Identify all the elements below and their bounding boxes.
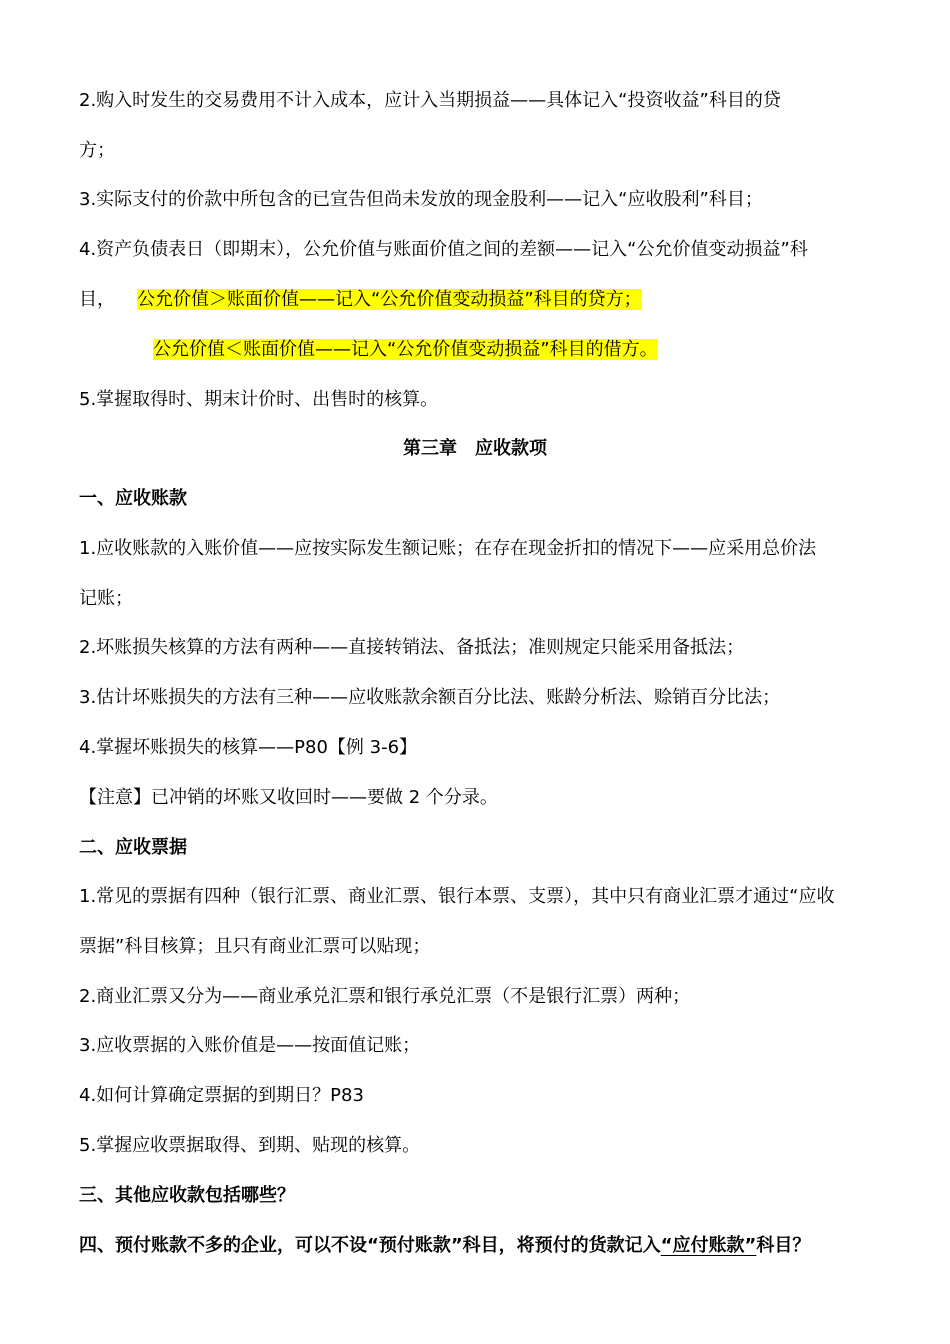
paragraph-line: 3.实际支付的价款中所包含的已宣告但尚未发放的现金股利——记入“应收股利”科目； — [79, 189, 763, 210]
paragraph-line: 3.应收票据的入账价值是——按面值记账； — [79, 1035, 421, 1056]
chapter-title: 第三章 应收款项 — [403, 438, 547, 459]
paragraph-line: 4.资产负债表日（即期末），公允价值与账面价值之间的差额——记入“公允价值变动损益”科 — [79, 239, 808, 260]
heading-text: 四、预付账款不多的企业，可以不设“预付账款”科目，将预付的货款记入 — [79, 1235, 661, 1256]
paragraph-line: 4.掌握坏账损失的核算——P80【例 3-6】 — [79, 737, 418, 758]
note-line: 【注意】已冲销的坏账又收回时——要做 2 个分录。 — [79, 787, 498, 808]
paragraph-line — [79, 287, 642, 313]
paragraph-line: 票据”科目核算；且只有商业汇票可以贴现； — [79, 936, 431, 957]
paragraph-line: 5.掌握应收票据取得、到期、贴现的核算。 — [79, 1135, 421, 1156]
paragraph-line: 1.常见的票据有四种（银行汇票、商业汇票、银行本票、支票），其中只有商业汇票才通过“应收 — [79, 886, 835, 907]
paragraph-line: 3.估计坏账损失的方法有三种——应收账款余额百分比法、账龄分析法、赊销百分比法； — [79, 687, 781, 708]
paragraph-line: 2.坏账损失核算的方法有两种——直接转销法、备抵法；准则规定只能采用备抵法； — [79, 637, 745, 658]
paragraph-line: 5.掌握取得时、期末计价时、出售时的核算。 — [79, 389, 439, 410]
heading-text-end: 科目？ — [756, 1235, 811, 1256]
paragraph-line: 1.应收账款的入账价值——应按实际发生额记账；在存在现金折扣的情况下——应采用总价法 — [79, 538, 817, 559]
paragraph-line: 4.如何计算确定票据的到期日？P83 — [79, 1085, 364, 1106]
highlighted-text: 公允价值＞账面价值——记入“公允价值变动损益”科目的贷方； — [137, 289, 642, 310]
section-heading: 一、应收账款 — [79, 488, 187, 509]
section-heading: 三、其他应收款包括哪些？ — [79, 1185, 295, 1206]
paragraph-line: 2.购入时发生的交易费用不计入成本，应计入当期损益——具体记入“投资收益”科目的贷 — [79, 90, 781, 111]
paragraph-line: 记账； — [79, 588, 133, 609]
underlined-text: “应付账款” — [660, 1235, 757, 1256]
section-heading: 二、应收票据 — [79, 837, 187, 858]
section-heading — [79, 1233, 810, 1259]
highlighted-text: 公允价值＜账面价值——记入“公允价值变动损益”科目的借方。 — [153, 339, 658, 360]
line-prefix: 目， — [79, 289, 115, 310]
paragraph-line: 方； — [79, 140, 115, 161]
paragraph-line — [153, 337, 658, 363]
paragraph-line: 2.商业汇票又分为——商业承兑汇票和银行承兑汇票（不是银行汇票）两种； — [79, 986, 691, 1007]
